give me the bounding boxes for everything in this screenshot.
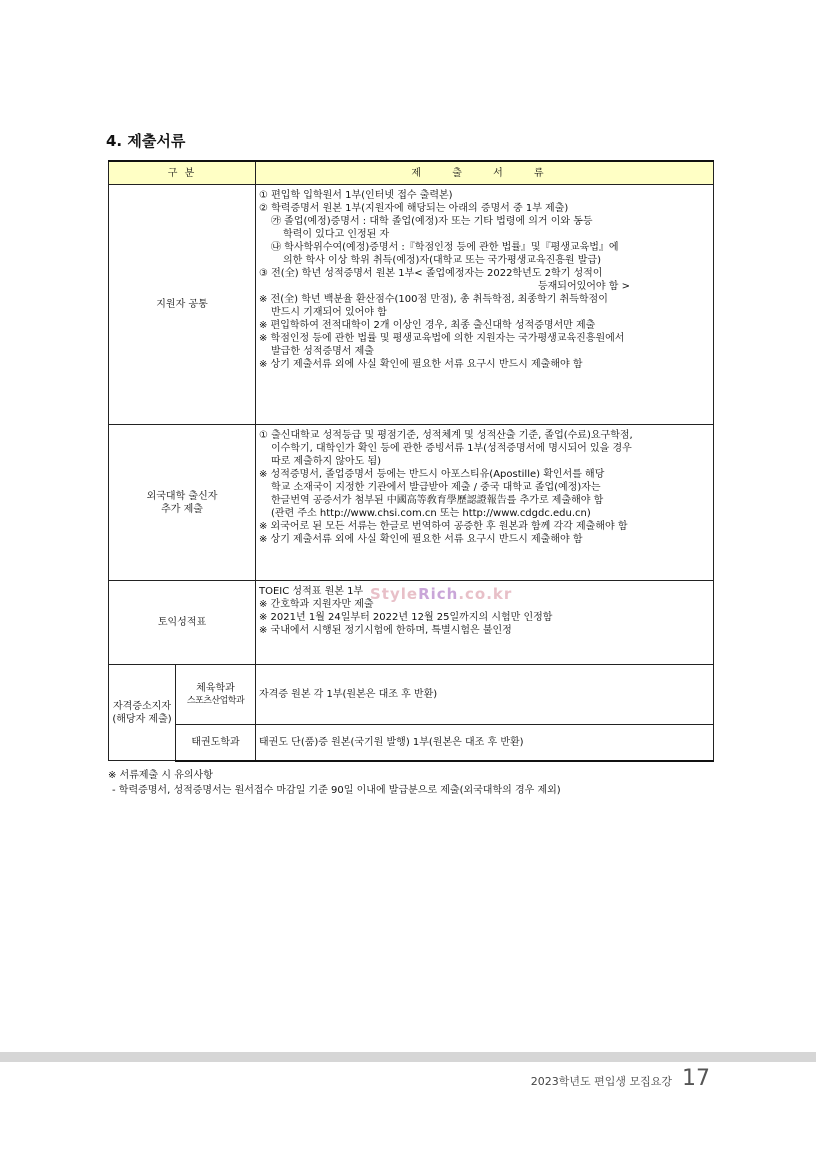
row-label-cert-line1: 자격증소지자 [113,700,171,712]
list-item: ※ 외국어로 된 모든 서류는 한글로 번역하여 공증한 후 원본과 함께 각각 제출해야 함 [259,521,628,532]
content-foreign [256,425,714,581]
list-item: ※ 편입학하여 전적대학이 2개 이상인 경우, 최종 출신대학 성적증명서만 제출 [259,320,596,331]
row-label-toeic: 토익성적표 [109,581,256,665]
list-item: TOEIC 성적표 원본 1부 [259,586,364,597]
notes [108,768,561,798]
content-common [256,185,714,425]
list-item: ① 출신대학교 성적등급 및 평점기준, 성적체계 및 성적산출 기준, 졸업(수료)요구학점, [259,430,633,441]
row-cert-pe [109,665,714,725]
list-item: 학교 소재국이 지정한 기관에서 발급받아 제출 / 중국 대학교 졸업(예정)자는 [271,482,601,493]
footer-text: 2023학년도 편입생 모집요강 [530,1075,672,1088]
row-label-common: 지원자 공통 [109,185,256,425]
list-item: ※ 국내에서 시행된 정기시험에 한하며, 특별시험은 불인정 [259,625,512,636]
list-item: ※ 상기 제출서류 외에 사실 확인에 필요한 서류 요구시 반드시 제출해야 함 [259,359,583,370]
watermark [370,585,512,603]
row-cert-tkd [109,725,714,761]
list-item: 등재되어있어야 함 > [537,281,630,292]
documents-table [108,160,714,762]
list-item: ② 학력증명서 원본 1부(지원자에 해당되는 아래의 증명서 중 1부 제출) [259,203,569,214]
list-item: ㉮ 졸업(예정)증명서 : 대학 졸업(예정)자 또는 기타 법령에 의거 이와 동등 [271,216,593,227]
list-item: ※ 학점인정 등에 관한 법률 및 평생교육법에 의한 지원자는 국가평생교육진흥원에서 [259,333,625,344]
list-item: ※ 전(全) 학년 백분율 환산점수(100점 만점), 총 취득학점, 최종학기 취득학점이 [259,294,608,305]
list-item: ※ 상기 제출서류 외에 사실 확인에 필요한 서류 요구시 반드시 제출해야 함 [259,534,583,545]
header-docs: 제 출 서 류 [256,161,714,185]
row-label-foreign-line1: 외국대학 출신자 [146,490,218,502]
footer-bar [0,1052,816,1062]
page-number: 17 [682,1066,710,1091]
dept-tkd: 태권도학과 [176,725,256,761]
content-cert-tkd [256,725,714,761]
list-item: 반드시 기재되어 있어야 함 [271,307,387,318]
list-item: ※ 간호학과 지원자만 제출 [259,599,374,610]
page-footer [531,1066,710,1091]
list-item: ※ 2021년 1월 24일부터 2022년 12월 25일까지의 시험만 인정함 [259,612,553,623]
list-item: 의한 학사 이상 학위 취득(예정)자(대학교 또는 국가평생교육진흥원 발급) [283,255,601,266]
dept-pe-line2: 스포츠산업학과 [186,695,245,706]
notes-heading: ※ 서류제출 시 유의사항 [108,770,213,781]
list-item: 한글번역 공증서가 첨부된 中國高等敎育學歷認證報告를 추가로 제출해야 함 [271,495,604,506]
table-header-row [109,161,714,185]
list-item: ① 편입학 입학원서 1부(인터넷 접수 출력본) [259,190,453,201]
list-item: 이수학기, 대학인가 확인 등에 관한 증빙서류 1부(성적증명서에 명시되어 있을 경우 [271,443,632,454]
list-item: 발급한 성적증명서 제출 [271,346,374,357]
dept-pe [176,665,256,725]
list-item: 학력이 있다고 인정된 자 [283,229,390,240]
notes-item: - 학력증명서, 성적증명서는 원서접수 마감일 기준 90일 이내에 발급분으로 제출(외국대학의 경우 제외) [112,785,561,796]
watermark-part2: Rich [418,585,459,603]
list-item: 따로 제출하지 않아도 됨) [271,456,382,467]
row-common [109,185,714,425]
content-cert-pe [256,665,714,725]
row-label-cert [109,665,176,761]
list-item: 태권도 단(품)증 원본(국기원 발행) 1부(원본은 대조 후 반환) [259,736,524,748]
list-item: 자격증 원본 각 1부(원본은 대조 후 반환) [259,689,438,700]
list-item: ※ 성적증명서, 졸업증명서 등에는 반드시 아포스티유(Apostille) 확인서를 해당 [259,469,605,480]
row-label-foreign [109,425,256,581]
row-foreign [109,425,714,581]
dept-pe-line1: 체육학과 [196,682,235,694]
list-item: (관련 주소 http://www.chsi.com.cn 또는 http://www.cdgdc.edu.cn) [271,508,591,519]
list-item: ③ 전(全) 학년 성적증명서 원본 1부< 졸업예정자는 2022학년도 2학기 성적이 [259,268,603,279]
row-label-cert-line2: (해당자 제출) [112,713,172,725]
row-label-foreign-line2: 추가 제출 [161,503,203,515]
list-item: ㉯ 학사학위수여(예정)증명서 :『학점인정 등에 관한 법률』및『평생교육법』에 [271,242,619,253]
watermark-part1: Style [370,585,419,603]
section-title: 4. 제출서류 [106,132,186,150]
watermark-part3: .co.kr [458,585,513,603]
header-category: 구 분 [109,161,256,185]
